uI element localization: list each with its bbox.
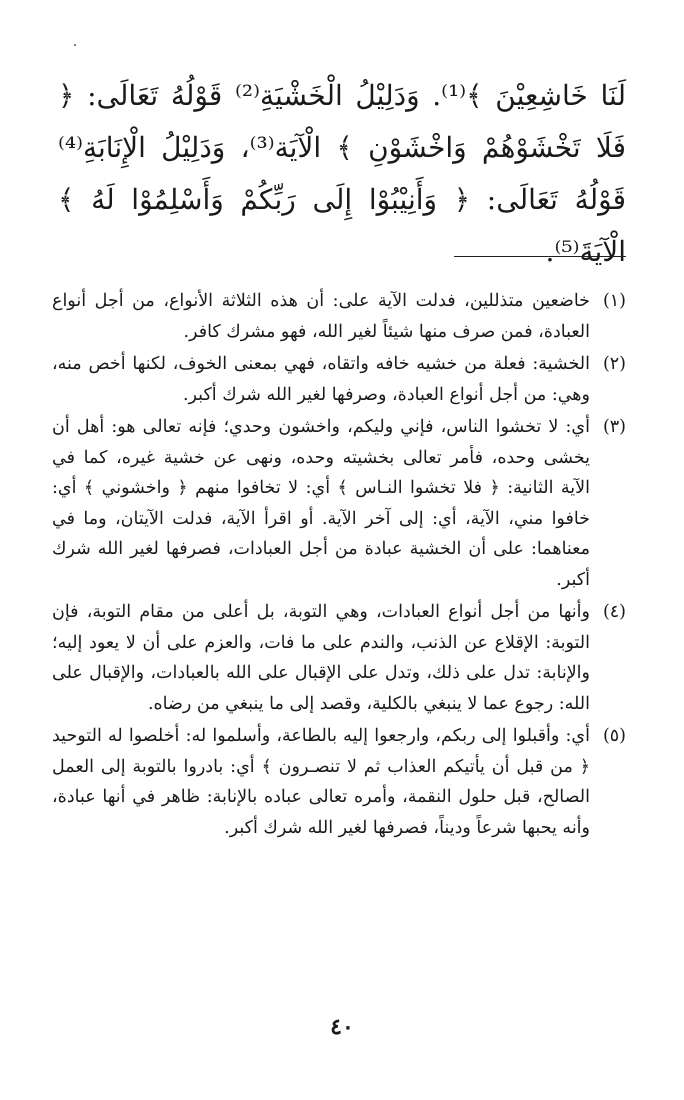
footnote-text: أي: لا تخشوا الناس، فإني وليكم، واخشون وحدي؛ فإنه تعالى هو: أهل أن يخشى وحده، فأمر تعالى بخشيته وحده، ونهى عن خشية غيره، كما في الآية الثانية: ﴿ فلا تخشوا النـاس ﴾ أي: لا تخافوا منهم ﴿ واخشوني ﴾ أي: خافوا مني، الآية، أي: إلى آخر الآية. أو اقرأ الآية، فدلت الآيتان، وما في معناهما: على أن الخشية عبادة من أجل العبادات، فصرفها لغير الله شرك أكبر. xyxy=(52,417,590,590)
footnote-text: وأنها من أجل أنواع العبادات، وهي التوبة، بل أعلى من مقام التوبة، فإن التوبة: الإقلاع عن الذنب، والندم على ما فات، والعزم على أن لا يعود إليه؛ والإنابة: تدل على ذلك، وتدل على الإقبال على الله بالعبادات، والإقبال على الله: رجوع عما لا ينبغي بالكلية، وقصد إلى ما ينبغي من رضاه. xyxy=(52,602,590,714)
footnote-number: (٣) xyxy=(602,417,626,437)
footnote-separator xyxy=(454,256,626,257)
footnote-text: الخشية: فعلة من خشيه خافه واتقاه، فهي بمعنى الخوف، لكنها أخص منه، وهي: من أجل أنواع العبادة، وصرفها لغير الله شرك أكبر. xyxy=(52,354,590,405)
footnote-4 xyxy=(52,597,626,719)
footnote-number: (٥) xyxy=(602,726,626,746)
footnotes xyxy=(52,286,626,845)
footnote-3 xyxy=(52,412,626,595)
main-text: لَنَا خَاشِعِيْنَ ﴾⁽¹⁾. وَدَلِيْلُ الْخَشْيَةِ⁽²⁾ قَوْلُهُ تَعَالَى: ﴿ فَلَا تَخْشَوْهُمْ وَاخْشَوْنِ ﴾ الْآيَة⁽³⁾، وَدَلِيْلُ الْإِنَابَةِ⁽⁴⁾ قَوْلُهُ تَعَالَى: ﴿ وَأَنِيْبُوْا إِلَى رَبِّكُمْ وَأَسْلِمُوْا لَهُ ﴾ الْآيَةَ⁽⁵⁾. xyxy=(58,79,627,268)
footnote-text: خاضعين متذللين، فدلت الآية على: أن هذه الثلاثة الأنواع، من أجل أنواع العبادة، فمن صرف منها شيئاً لغير الله، فهو مشرك كافر. xyxy=(52,291,590,342)
footnote-number: (١) xyxy=(602,291,626,311)
page-number: ٤٠ xyxy=(330,1014,354,1040)
page-speck xyxy=(74,44,76,46)
footnote-2 xyxy=(52,349,626,410)
footnote-number: (٢) xyxy=(602,354,626,374)
footnote-number: (٤) xyxy=(602,602,626,622)
footnote-text: أي: وأقبلوا إلى ربكم، وارجعوا إليه بالطاعة، وأسلموا له: أخلصوا له التوحيد ﴿ من قبل أن يأتيكم العذاب ثم لا تنصـرون ﴾ أي: بادروا بالتوبة إلى العمل الصالح، قبل حلول النقمة، وأمره تعالى عباده بالإنابة: ظاهر في أنها عبادة، وأنه يحبها شرعاً وديناً، فصرفها لغير الله شرك أكبر. xyxy=(52,726,590,838)
footnote-5 xyxy=(52,721,626,843)
footnote-1 xyxy=(52,286,626,347)
